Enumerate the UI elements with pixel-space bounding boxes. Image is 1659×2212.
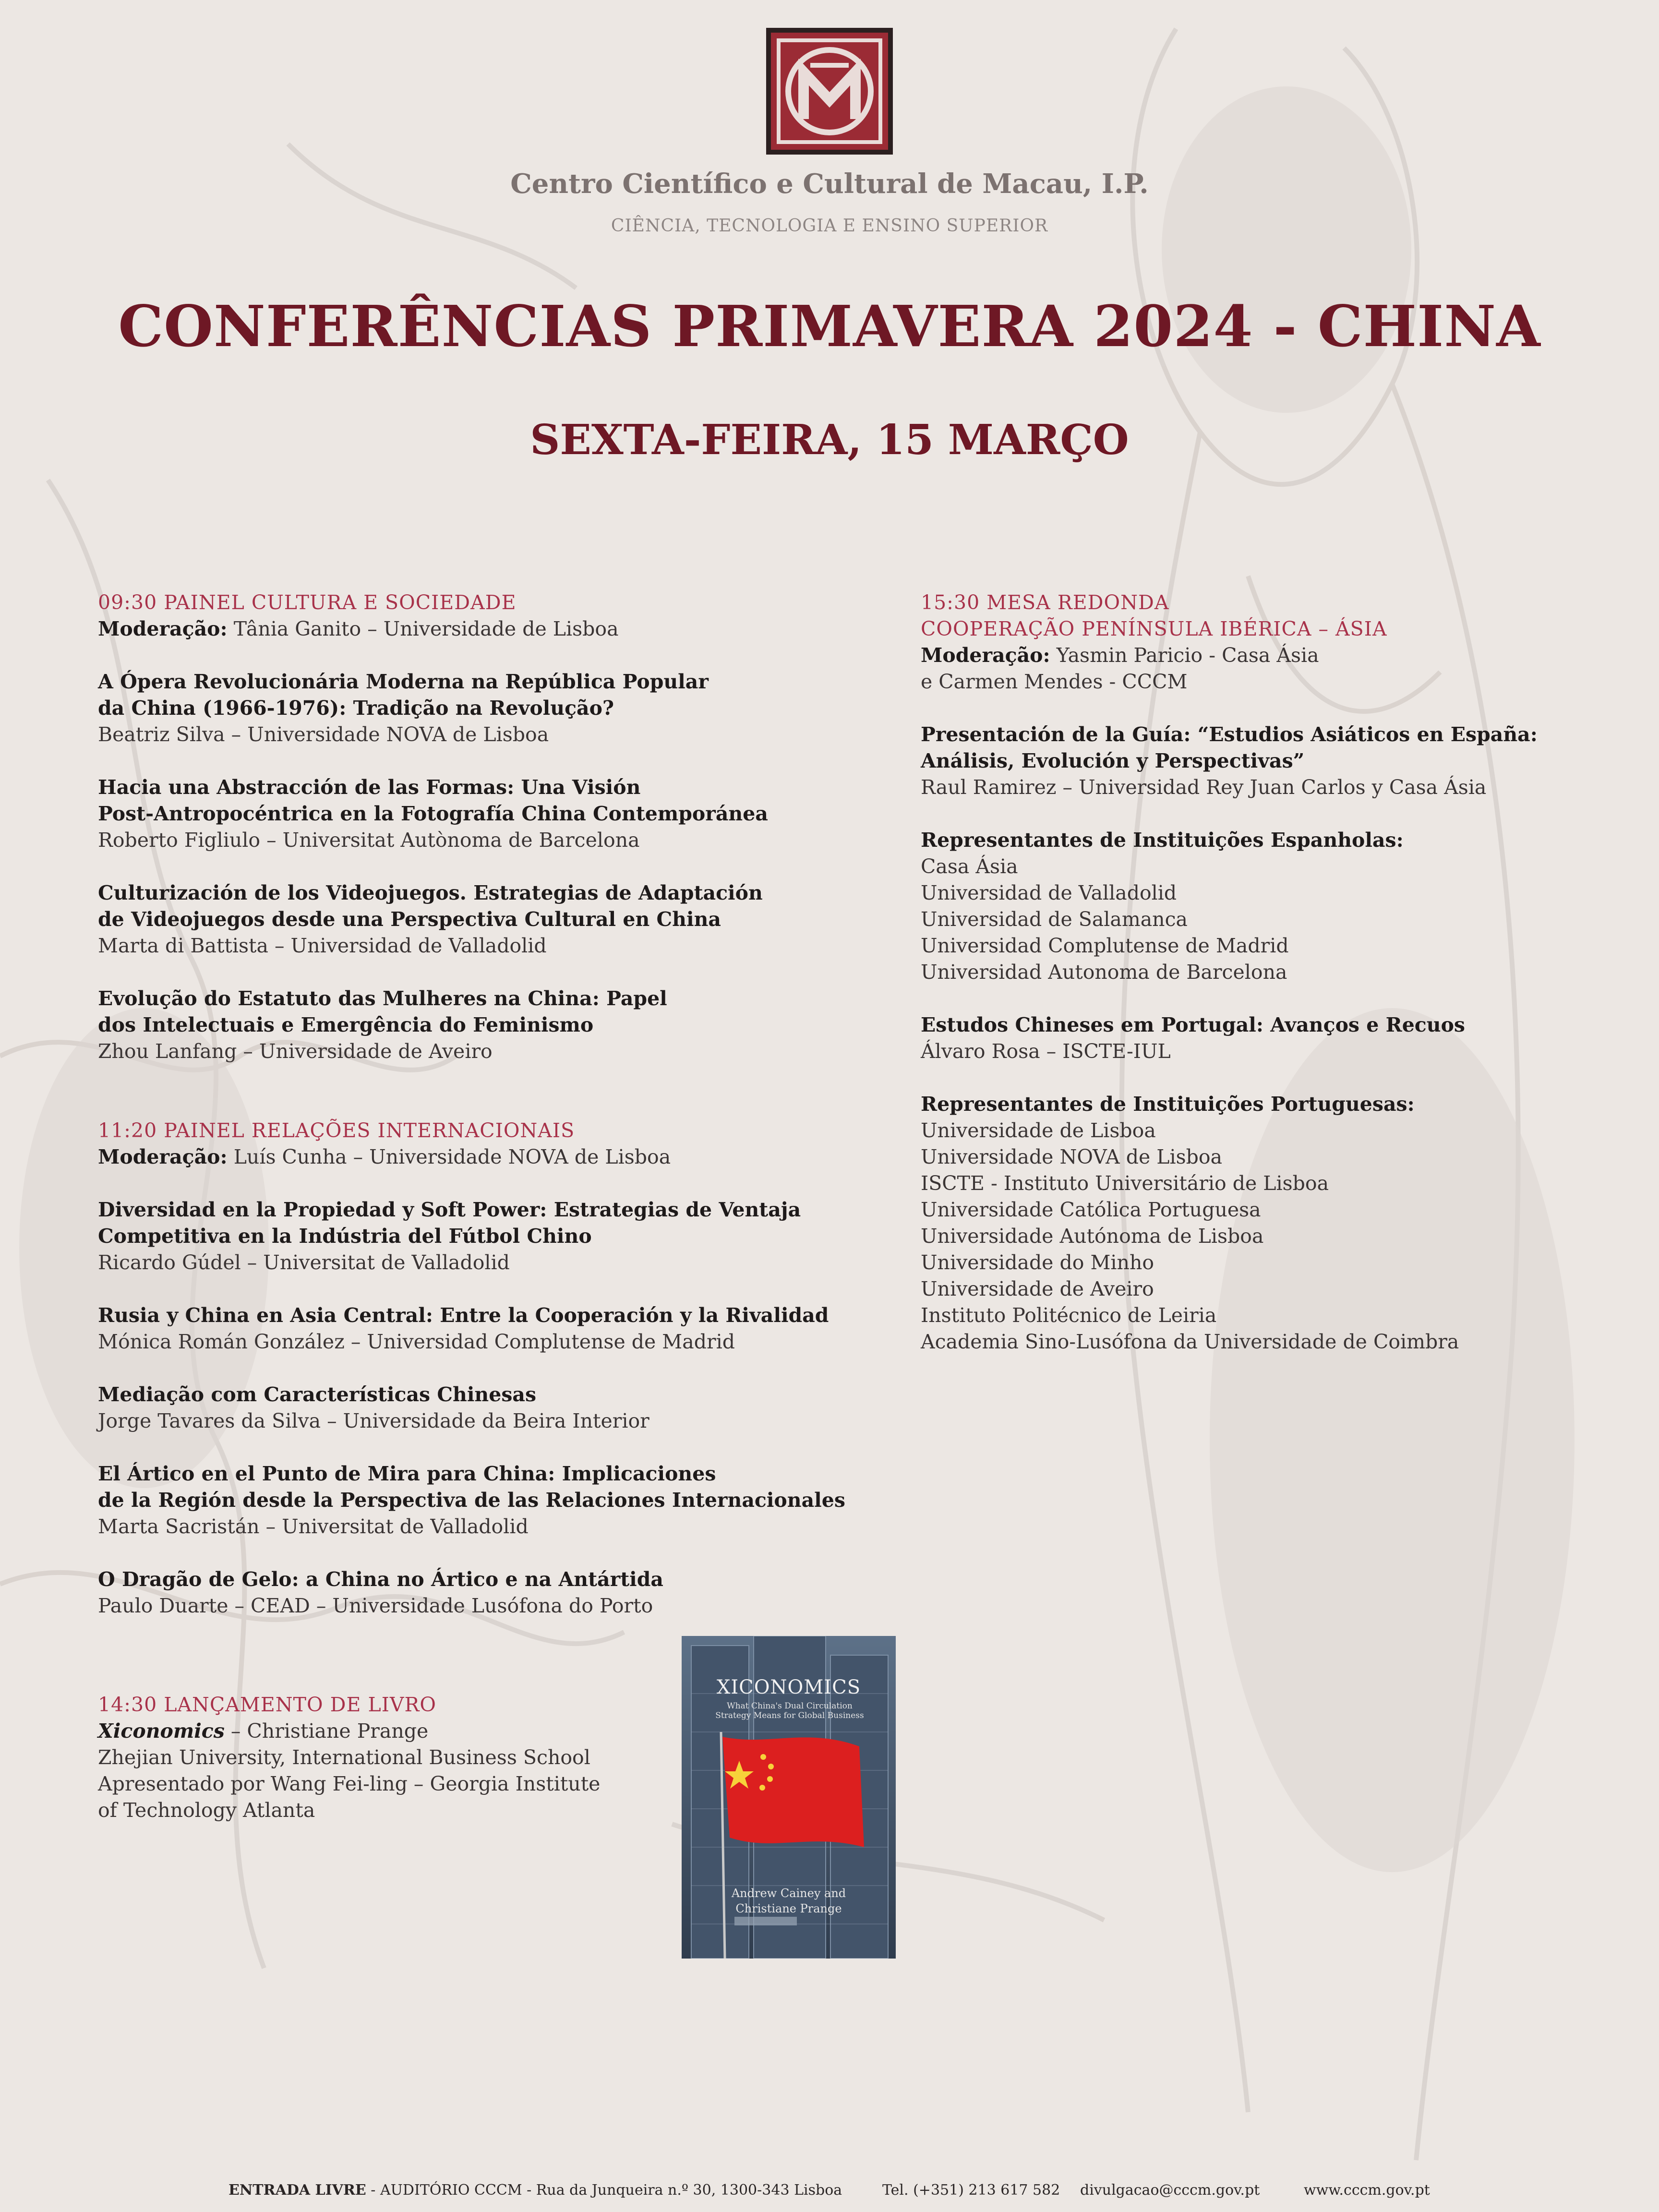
talk-title: Mediação com Características Chinesas <box>98 1383 537 1406</box>
list-item: Universidad Complutense de Madrid <box>921 934 1289 957</box>
book-launch-section <box>98 1692 650 1824</box>
list-item: Universidade do Minho <box>921 1251 1154 1274</box>
talk-title: Hacia una Abstracción de las Formas: Una Visión <box>98 776 641 799</box>
list-item: ISCTE - Instituto Universitário de Lisboa <box>921 1172 1329 1195</box>
book-detail: Zhejian University, International Business School <box>98 1746 590 1769</box>
list-item: Universidade Católica Portuguesa <box>921 1198 1261 1221</box>
talk-title: Evolução do Estatuto das Mulheres na China: Papel <box>98 987 667 1010</box>
program-left-column <box>98 589 845 1619</box>
talk-author: Jorge Tavares da Silva – Universidade da Beira Interior <box>98 1409 649 1432</box>
cover-title: XICONOMICS <box>716 1676 861 1698</box>
footer-website-link[interactable]: www.cccm.gov.pt <box>1304 2182 1430 2199</box>
cover-subtitle-line: Strategy Means for Global Business <box>715 1711 864 1720</box>
moderation-value-cont: e Carmen Mendes - CCCM <box>921 670 1188 693</box>
book-title: Xiconomics <box>98 1719 225 1743</box>
list-item: Universidad Autonoma de Barcelona <box>921 961 1287 984</box>
talk-author: Marta di Battista – Universidad de Valladolid <box>98 934 547 957</box>
book-cover-image <box>682 1636 896 1959</box>
cover-subtitle <box>710 1701 869 1720</box>
list-item: Universidade NOVA de Lisboa <box>921 1145 1223 1168</box>
list-item: Universidade Autónoma de Lisboa <box>921 1225 1264 1248</box>
moderation-label: Moderação: <box>98 1145 228 1168</box>
book-author: – Christiane Prange <box>224 1719 429 1743</box>
talk-title: da China (1966-1976): Tradição na Revolução? <box>98 697 614 720</box>
cover-author-line: Christiane Prange <box>735 1902 842 1915</box>
footer-entry: ENTRADA LIVRE <box>228 2182 366 2199</box>
talk-author: Paulo Duarte – CEAD – Universidade Lusófona do Porto <box>98 1594 653 1617</box>
footer-email-link[interactable]: divulgacao@cccm.gov.pt <box>1080 2182 1260 2199</box>
round-table-moderation <box>921 642 1593 669</box>
list-item: Casa Ásia <box>921 855 1018 878</box>
talk-author: Beatriz Silva – Universidade NOVA de Lisboa <box>98 723 549 746</box>
talk-title: Diversidad en la Propiedad y Soft Power: Estrategias de Ventaja <box>98 1198 801 1221</box>
talk-title: de Videojuegos desde una Perspectiva Cultural en China <box>98 908 721 931</box>
cover-author-line: Andrew Cainey and <box>731 1887 846 1900</box>
list-item: Academia Sino-Lusófona da Universidade de Coimbra <box>921 1330 1459 1353</box>
guide-title: Presentación de la Guía: “Estudios Asiáticos en España: <box>921 723 1538 746</box>
cover-subtitle-line: What China's Dual Circulation <box>727 1701 853 1711</box>
moderation-value: Tânia Ganito – Universidade de Lisboa <box>227 617 619 640</box>
talk-title: Competitiva en la Indústria del Fútbol Chino <box>98 1225 592 1248</box>
panel-international-heading: 11:20 PAINEL RELAÇÕES INTERNACIONAIS <box>98 1119 575 1142</box>
round-table-subheading: COOPERAÇÃO PENÍNSULA IBÉRICA – ÁSIA <box>921 617 1387 640</box>
studies-author: Álvaro Rosa – ISCTE-IUL <box>921 1040 1171 1063</box>
portuguese-institutions-title: Representantes de Instituições Portuguesas: <box>921 1093 1415 1116</box>
book-detail: of Technology Atlanta <box>98 1799 315 1822</box>
footer-phone: Tel. (+351) 213 617 582 <box>882 2182 1060 2199</box>
book-title-line <box>98 1718 650 1744</box>
list-item: Universidade de Aveiro <box>921 1277 1154 1300</box>
talk-title: O Dragão de Gelo: a China no Ártico e na Antártida <box>98 1568 663 1591</box>
talk-title: A Ópera Revolucionária Moderna na República Popular <box>98 670 709 693</box>
moderation-value: Yasmin Paricio - Casa Ásia <box>1050 644 1319 667</box>
talk-author: Mónica Román González – Universidad Complutense de Madrid <box>98 1330 735 1353</box>
talk-author: Roberto Figliulo – Universitat Autònoma de Barcelona <box>98 829 640 852</box>
talk-title: El Ártico en el Punto de Mira para China: Implicaciones <box>98 1462 716 1485</box>
list-item: Universidade de Lisboa <box>921 1119 1156 1142</box>
round-table-heading: 15:30 MESA REDONDA <box>921 591 1169 614</box>
talk-title: Culturización de los Videojuegos. Estrategias de Adaptación <box>98 881 763 904</box>
moderation-label: Moderação: <box>921 644 1050 667</box>
talk-title: Rusia y China en Asia Central: Entre la Cooperación y la Rivalidad <box>98 1304 829 1327</box>
list-item: Universidad de Salamanca <box>921 908 1188 931</box>
guide-title: Análisis, Evolución y Perspectivas” <box>921 749 1305 772</box>
studies-title: Estudos Chineses em Portugal: Avanços e Recuos <box>921 1013 1466 1036</box>
footer-venue <box>228 2182 842 2199</box>
cccm-logo-icon <box>766 28 893 155</box>
talk-title: dos Intelectuais e Emergência do Feminismo <box>98 1013 594 1036</box>
book-detail: Apresentado por Wang Fei-ling – Georgia Institute <box>98 1772 601 1795</box>
moderation-label: Moderação: <box>98 617 228 640</box>
program-right-column <box>921 589 1593 1355</box>
panel-international-moderation <box>98 1144 818 1170</box>
moderation-value: Luís Cunha – Universidade NOVA de Lisboa <box>227 1145 671 1168</box>
cover-authors <box>682 1886 896 1916</box>
talk-author: Zhou Lanfang – Universidade de Aveiro <box>98 1040 493 1063</box>
list-item: Universidad de Valladolid <box>921 881 1177 904</box>
footer-address: - AUDITÓRIO CCCM - Rua da Junqueira n.º 30, 1300-343 Lisboa <box>366 2182 842 2199</box>
panel-culture-heading: 09:30 PAINEL CULTURA E SOCIEDADE <box>98 591 517 614</box>
guide-author: Raul Ramirez – Universidad Rey Juan Carlos y Casa Ásia <box>921 776 1487 799</box>
talk-author: Ricardo Gúdel – Universitat de Valladolid <box>98 1251 510 1274</box>
list-item: Instituto Politécnico de Leiria <box>921 1304 1217 1327</box>
talk-author: Marta Sacristán – Universitat de Valladolid <box>98 1515 529 1538</box>
talk-title: de la Región desde la Perspectiva de las Relaciones Internacionales <box>98 1489 845 1512</box>
panel-culture-moderation <box>98 616 818 642</box>
org-subtitle: CIÊNCIA, TECNOLOGIA E ENSINO SUPERIOR <box>611 216 1048 236</box>
page-title: CONFERÊNCIAS PRIMAVERA 2024 - CHINA <box>118 293 1541 360</box>
spanish-institutions-title: Representantes de Instituições Espanholas: <box>921 829 1404 852</box>
book-launch-heading: 14:30 LANÇAMENTO DE LIVRO <box>98 1693 437 1716</box>
org-name: Centro Científico e Cultural de Macau, I.P. <box>510 168 1149 200</box>
talk-title: Post-Antropocéntrica en la Fotografía China Contemporánea <box>98 802 768 825</box>
event-date: SEXTA-FEIRA, 15 MARÇO <box>530 416 1129 464</box>
